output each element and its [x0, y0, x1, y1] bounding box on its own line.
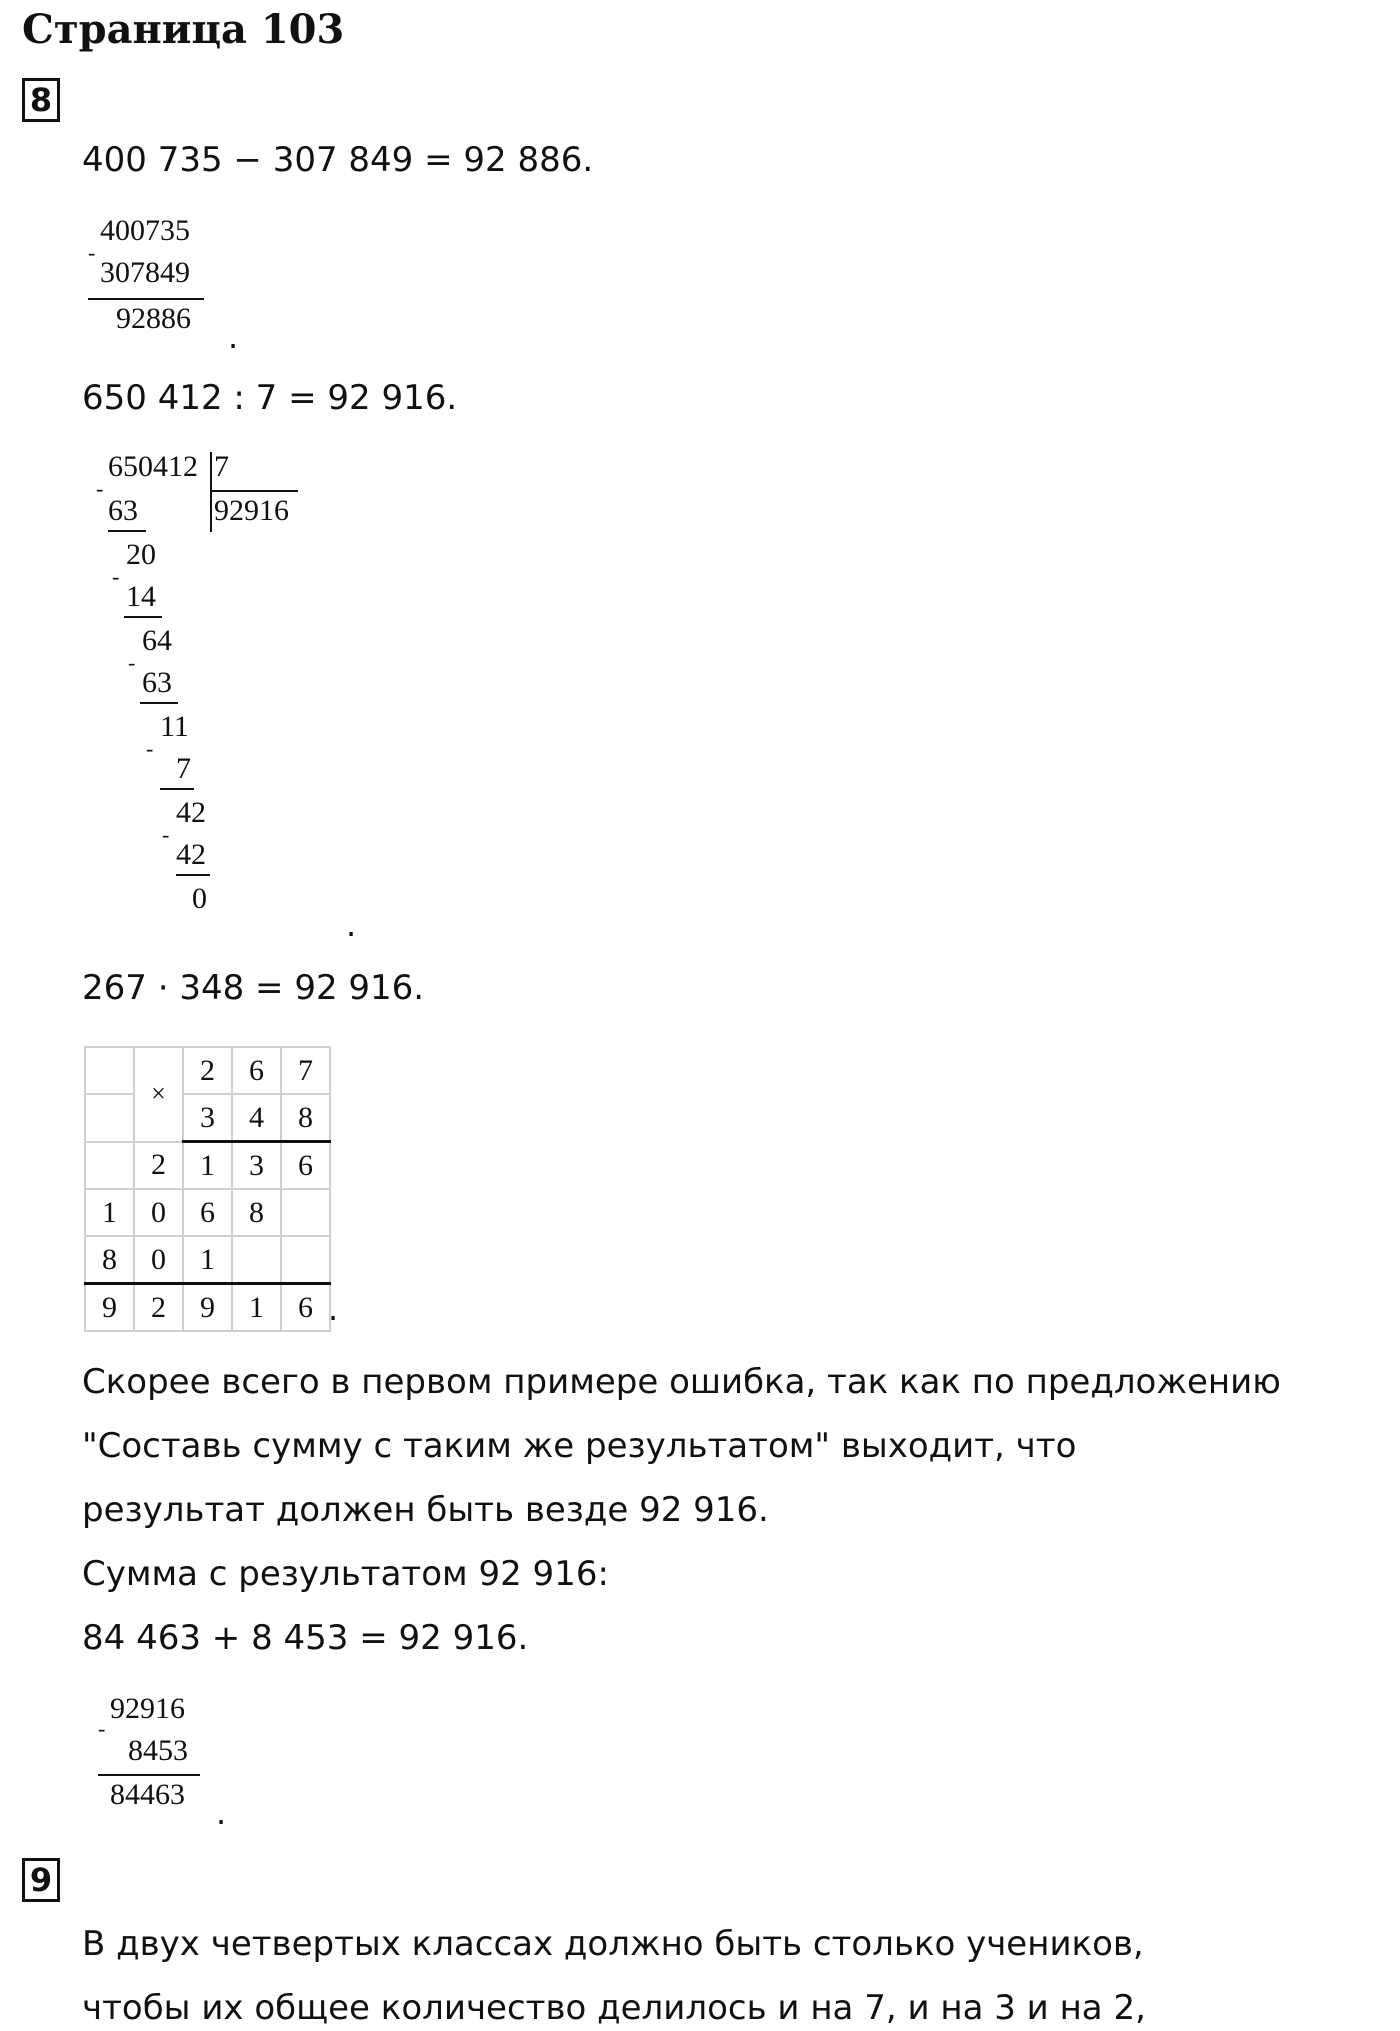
div-step-5: 63: [142, 666, 172, 699]
div-quotient: 92916: [214, 494, 289, 527]
task9-line-2: чтобы их общее количество делилось и на 7, и на 3 и на 2,: [82, 1988, 1146, 2028]
sub1-line: [88, 298, 204, 300]
grid-cell: 1: [85, 1189, 134, 1236]
sub2-minuend: 92916: [110, 1692, 185, 1725]
task-9-number: 9: [22, 1858, 60, 1902]
sub2-subtrahend: 8453: [128, 1734, 188, 1767]
task-8-number: 8: [22, 78, 60, 122]
div-dot: .: [346, 906, 357, 944]
sub1-subtrahend: 307849: [100, 256, 190, 289]
sub2-dot: .: [216, 1794, 227, 1832]
div-step-9: 42: [176, 838, 206, 871]
equation-addition: 84 463 + 8 453 = 92 916.: [82, 1618, 529, 1658]
div-divisor: 7: [214, 450, 229, 483]
div-line-5: [176, 874, 210, 876]
multiply-sign: ×: [134, 1047, 183, 1142]
grid-cell: 8: [232, 1189, 281, 1236]
div-line-3: [140, 702, 178, 704]
div-step-1: 63: [108, 494, 138, 527]
equation-division: 650 412 : 7 = 92 916.: [82, 378, 458, 418]
sub2-result: 84463: [110, 1778, 185, 1811]
grid-cell: 3: [183, 1094, 232, 1142]
div-sign-5: -: [162, 822, 170, 847]
grid-cell: 6: [232, 1047, 281, 1094]
sub1-minuend: 400735: [100, 214, 190, 247]
div-line-4: [160, 788, 194, 790]
grid-cell: 0: [134, 1189, 183, 1236]
grid-cell: 7: [281, 1047, 330, 1094]
div-step-10: 0: [192, 882, 207, 915]
div-line-1: [108, 530, 146, 532]
page-title: Страница 103: [22, 6, 345, 53]
grid-cell: 0: [134, 1236, 183, 1284]
grid-cell: 2: [183, 1047, 232, 1094]
div-step-7: 7: [176, 752, 191, 785]
div-sign-1: -: [96, 476, 104, 501]
grid-cell: 8: [281, 1094, 330, 1142]
div-line-2: [124, 616, 162, 618]
div-step-3: 14: [126, 580, 156, 613]
grid-cell: 8: [85, 1236, 134, 1284]
div-dividend: 650412: [108, 450, 198, 483]
grid-cell: [281, 1236, 330, 1284]
div-sign-4: -: [146, 736, 154, 761]
sub1-dot: .: [228, 318, 239, 356]
grid-cell: 1: [183, 1142, 232, 1190]
div-sign-3: -: [128, 650, 136, 675]
grid-cell: 1: [183, 1236, 232, 1284]
paragraph-line-2: "Составь сумму с таким же результатом" выходит, что: [82, 1426, 1077, 1466]
grid-cell: 1: [232, 1284, 281, 1332]
div-step-4: 64: [142, 624, 172, 657]
grid-cell: [85, 1094, 134, 1142]
div-hline: [210, 490, 298, 492]
paragraph-line-1: Скорее всего в первом примере ошибка, так как по предложению: [82, 1362, 1281, 1402]
div-vline: [210, 452, 212, 532]
sub2-sign: -: [98, 1716, 106, 1741]
grid-cell: [85, 1142, 134, 1190]
paragraph-line-4: Сумма с результатом 92 916:: [82, 1554, 609, 1594]
grid-cell: [281, 1189, 330, 1236]
div-step-6: 11: [160, 710, 189, 743]
grid-cell: 2: [134, 1284, 183, 1332]
grid-cell: 4: [232, 1094, 281, 1142]
grid-cell: 6: [281, 1284, 330, 1332]
equation-multiplication: 267 · 348 = 92 916.: [82, 968, 425, 1008]
mult-dot: .: [328, 1290, 339, 1328]
grid-cell: 9: [85, 1284, 134, 1332]
grid-cell: 6: [281, 1142, 330, 1190]
grid-cell: 9: [183, 1284, 232, 1332]
paragraph-line-3: результат должен быть везде 92 916.: [82, 1490, 769, 1530]
div-step-8: 42: [176, 796, 206, 829]
grid-cell: [232, 1236, 281, 1284]
equation-subtraction: 400 735 − 307 849 = 92 886.: [82, 140, 594, 180]
div-sign-2: -: [112, 564, 120, 589]
multiplication-grid: [84, 1046, 331, 1332]
sub1-sign: -: [88, 240, 96, 265]
grid-cell: 2: [134, 1142, 183, 1190]
grid-cell: [85, 1047, 134, 1094]
grid-cell: 3: [232, 1142, 281, 1190]
sub2-line: [98, 1774, 200, 1776]
div-step-2: 20: [126, 538, 156, 571]
task9-line-1: В двух четвертых классах должно быть столько учеников,: [82, 1924, 1144, 1964]
grid-cell: 6: [183, 1189, 232, 1236]
sub1-result: 92886: [116, 302, 191, 335]
